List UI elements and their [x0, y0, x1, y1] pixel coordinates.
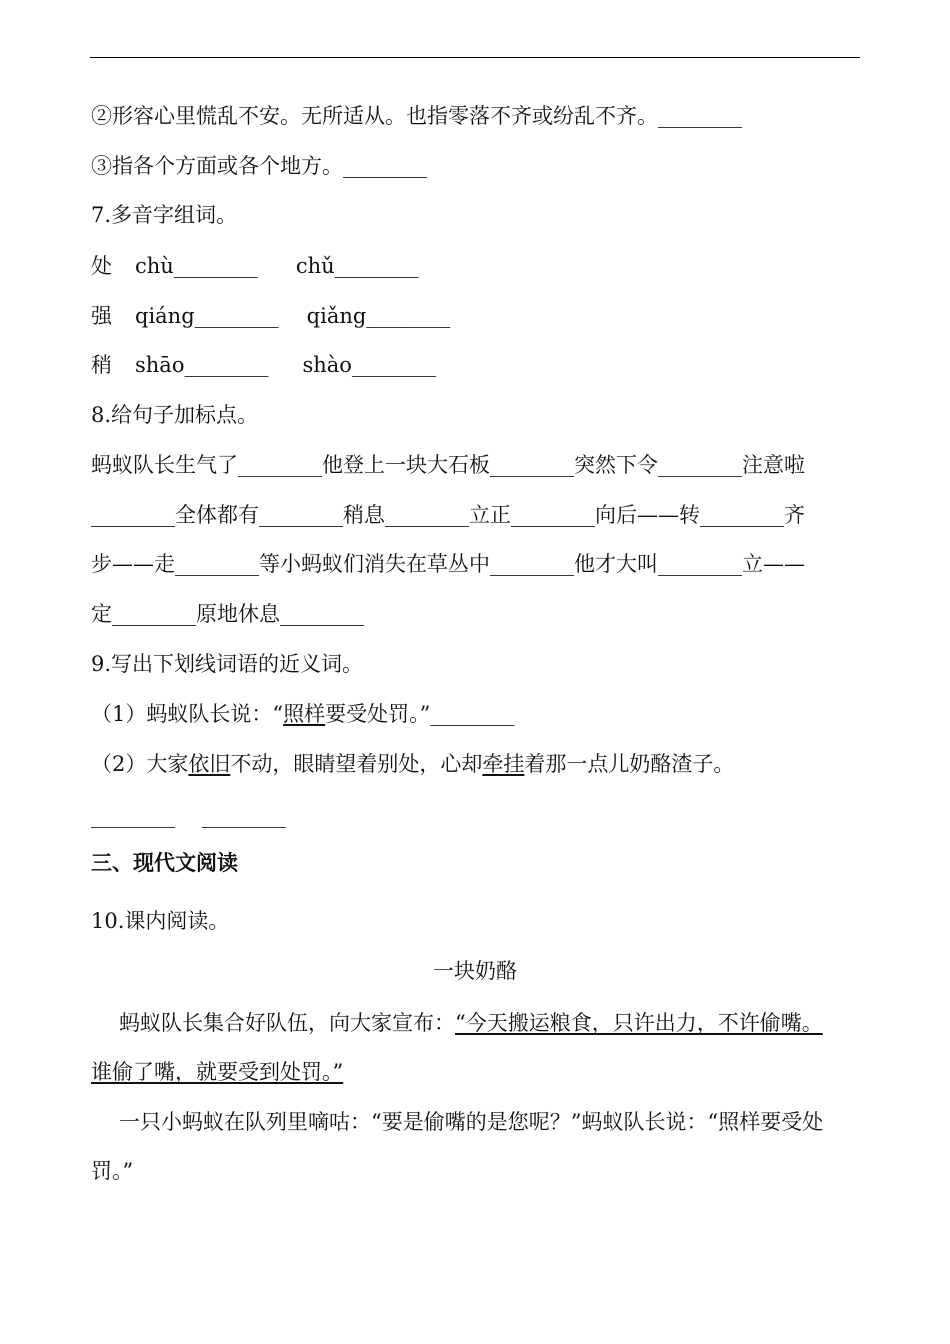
q7-reading-a: chù________	[135, 254, 258, 278]
q8-line-2: ________全体都有________稍息________立正________向后——转________齐	[91, 503, 805, 527]
q9-title: 9.写出下划线词语的近义词。	[91, 652, 364, 676]
q10-title: 10.课内阅读。	[91, 909, 230, 933]
q9-s2-underlined-word-2: 牵挂	[482, 752, 525, 776]
q8-line-1: 蚂蚁队长生气了________他登上一块大石板________突然下令________注意啦	[91, 453, 805, 477]
q7-char: 强	[91, 304, 112, 328]
passage-title: 一块奶酪	[433, 959, 517, 983]
q7-row-shao	[91, 351, 436, 379]
q9-s2-text: （2）大家	[91, 752, 189, 776]
q7-title: 7.多音字组词。	[91, 203, 238, 227]
q9-s1-text-end: 要受处罚。”________	[325, 702, 515, 726]
p1-underlined-text: “今天搬运粮食，只许出力，不许偷嘴。	[455, 1011, 823, 1035]
q7-reading-b: qiǎng________	[306, 304, 451, 328]
q9-sentence-2	[91, 750, 734, 778]
q7-reading-b: shào________	[302, 353, 436, 377]
q8-line-3: 步——走________等小蚂蚁们消失在草丛中________他才大叫________立——	[91, 552, 805, 576]
q8-line-4: 定________原地休息________	[91, 602, 364, 626]
q9-s1-text: （1）蚂蚁队长说：“	[91, 702, 284, 726]
q7-reading-a: qiáng________	[135, 304, 279, 328]
q9-s2-text-mid: 不动，眼睛望着别处，心却	[230, 752, 483, 776]
q8-title: 8.给句子加标点。	[91, 403, 259, 427]
header-rule	[90, 57, 860, 58]
passage-paragraph-2-line-1: 一只小蚂蚁在队列里嘀咕：“要是偷嘴的是您呢？”蚂蚁队长说：“照样要受处	[119, 1110, 824, 1134]
q6-item-2: ②形容心里慌乱不安。无所适从。也指零落不齐或纷乱不齐。________	[91, 104, 742, 128]
q9-s2-underlined-word-1: 依旧	[188, 752, 231, 776]
q9-s2-text-end: 着那一点儿奶酪渣子。	[524, 752, 735, 776]
passage-paragraph-2-line-2: 罚。”	[91, 1159, 134, 1183]
passage-paragraph-1-line-1	[119, 1009, 823, 1037]
q9-s1-underlined-word: 照样	[283, 702, 326, 726]
q7-reading-b: chǔ________	[295, 254, 419, 278]
q7-row-qiang	[91, 302, 450, 330]
q7-char: 处	[91, 254, 112, 278]
p1-underlined-text-2: 谁偷了嘴，就要受到处罚。”	[91, 1060, 344, 1084]
q9-sentence-1	[91, 700, 514, 728]
section-heading: 三、现代文阅读	[91, 850, 238, 875]
q7-char: 稍	[91, 353, 112, 377]
q6-item-3: ③指各个方面或各个地方。________	[91, 154, 427, 178]
q7-reading-a: shāo________	[135, 353, 269, 377]
passage-paragraph-1-line-2	[91, 1058, 343, 1086]
q9-answer-blanks: ________ ________	[91, 804, 286, 828]
p1-text: 蚂蚁队长集合好队伍，向大家宣布：	[119, 1011, 455, 1035]
q7-row-chu	[91, 252, 419, 280]
